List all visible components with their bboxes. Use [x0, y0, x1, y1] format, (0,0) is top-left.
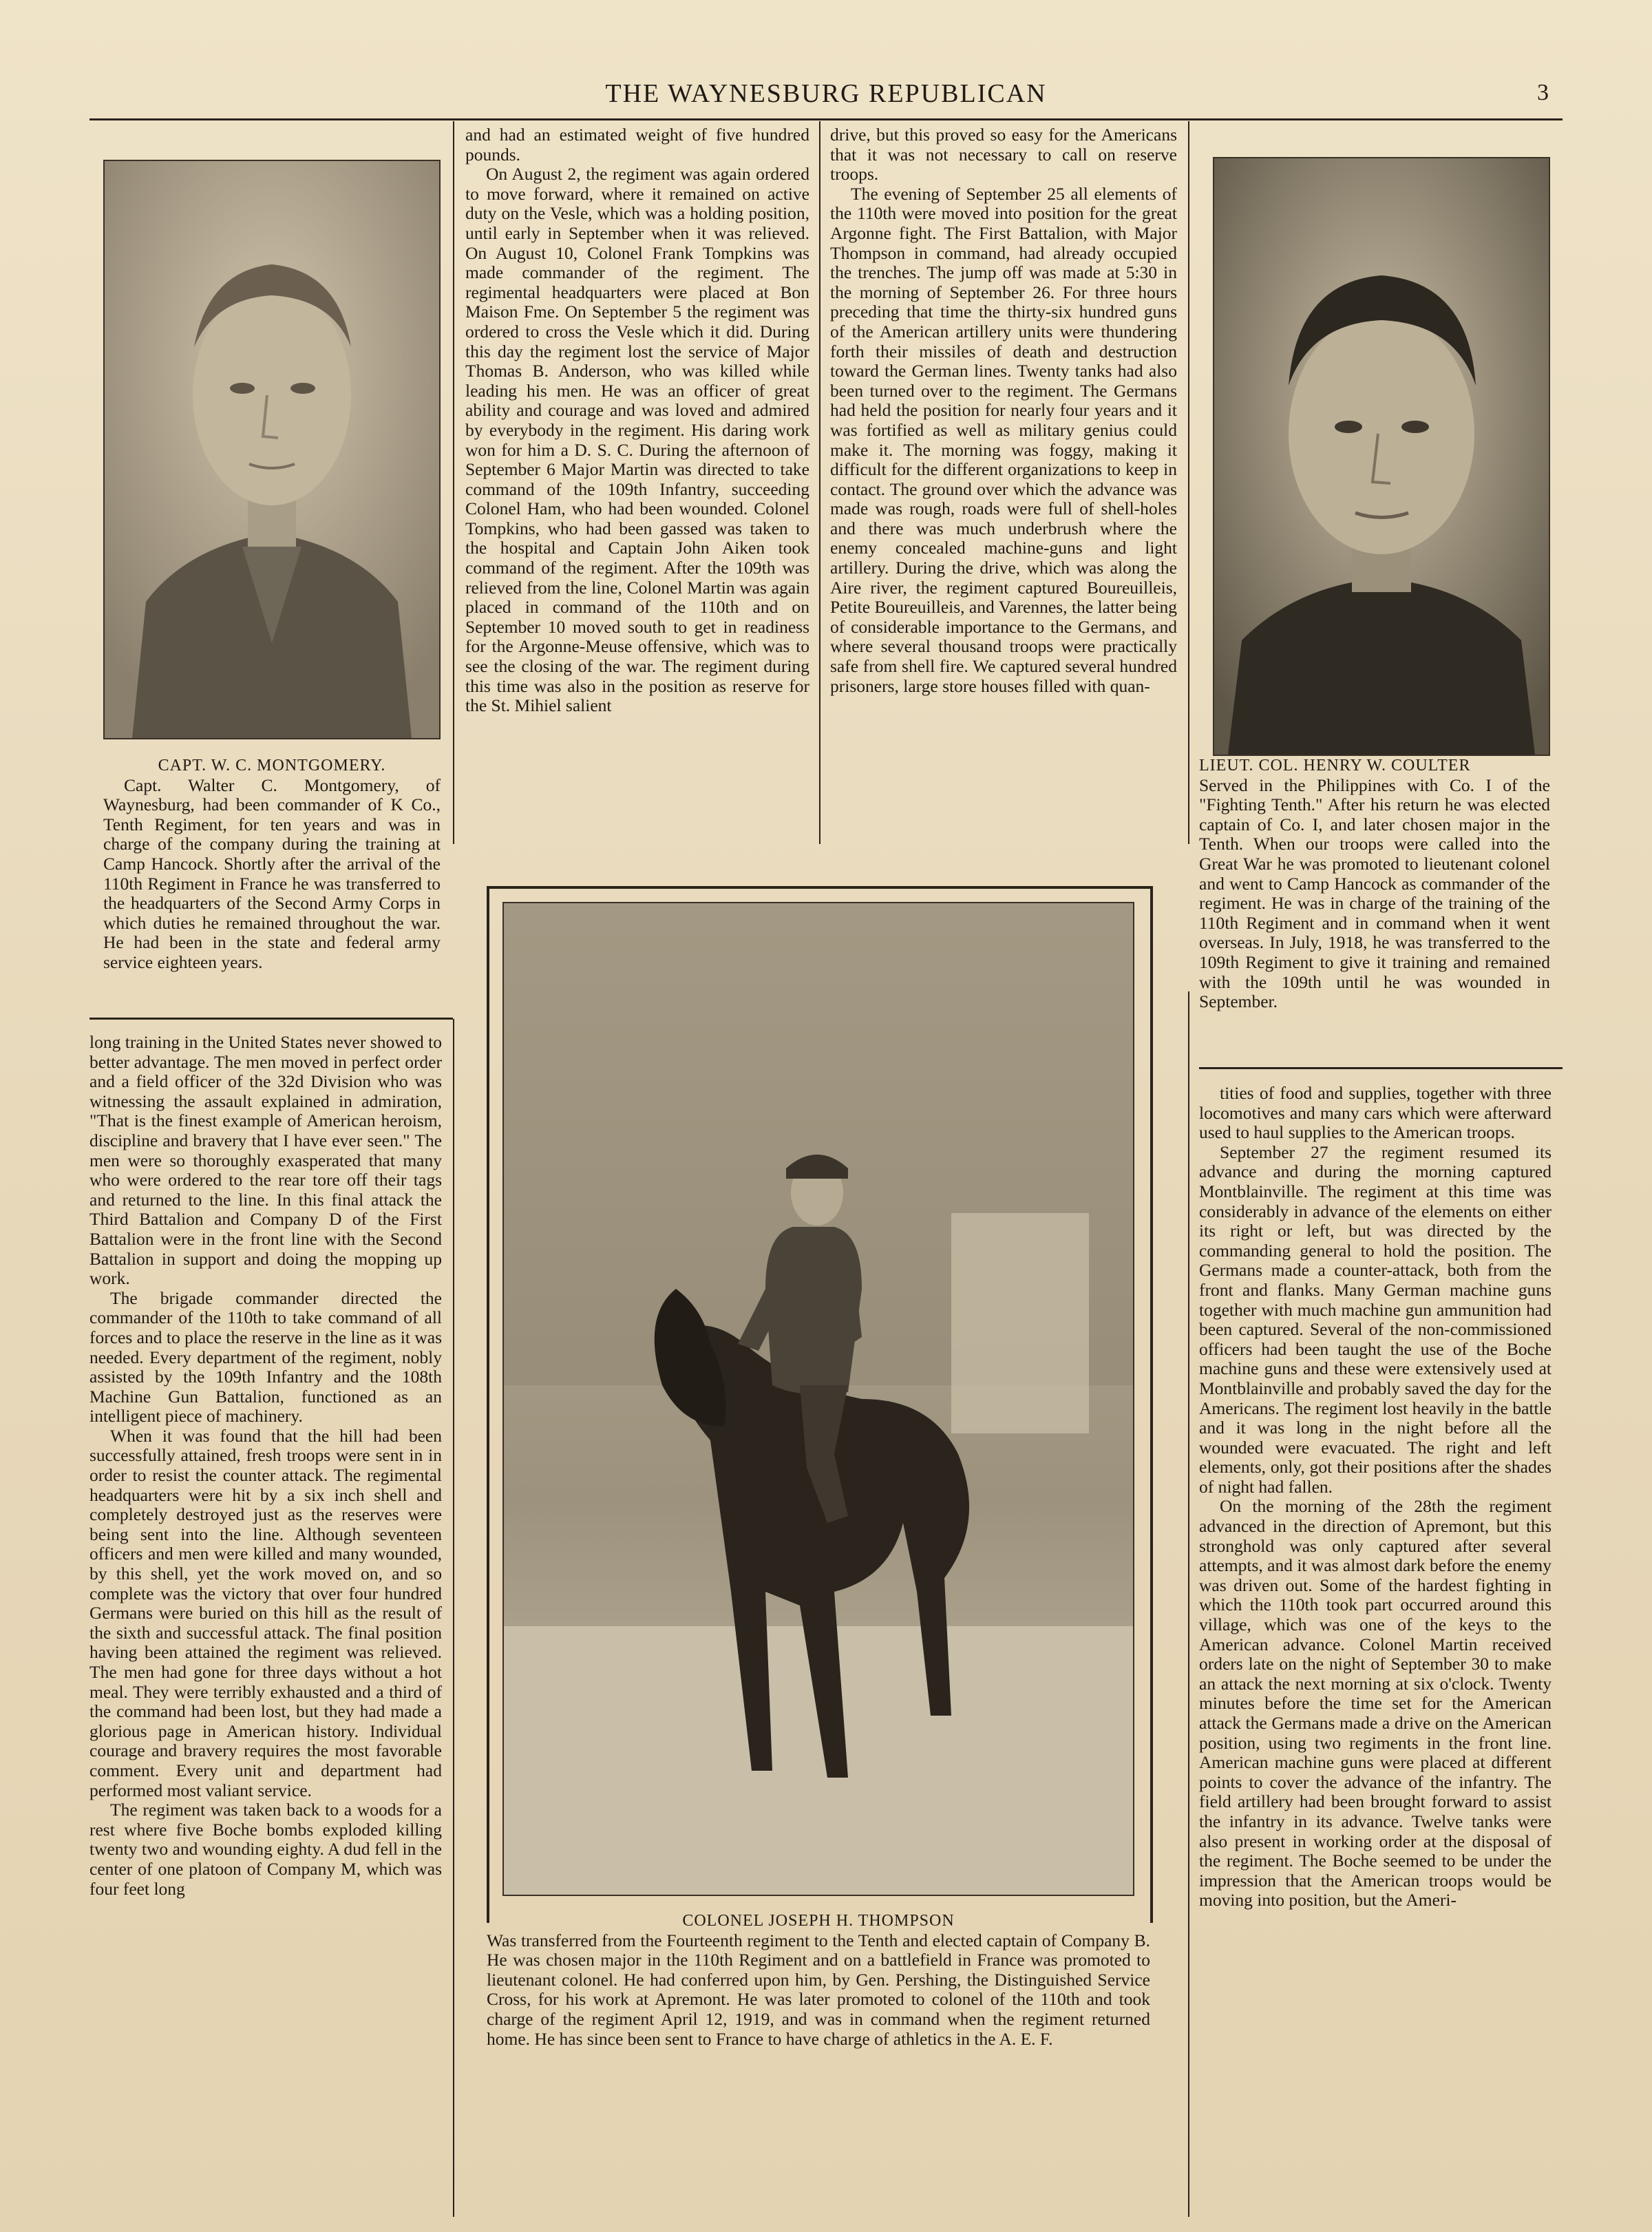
column-rule: [1188, 991, 1189, 2217]
caption-thompson: [487, 1911, 1150, 2214]
section-rule: [1199, 1067, 1563, 1069]
paragraph: long training in the United States never showed to better advantage. The men moved in perfect order and a field officer of the 32d Division who was witnessing the assault explained in admiration, "That is the finest example of American heroism, discipline and bravery that I have ever seen." The men were so thoroughly exasperated that many who were ordered to the rear tore off their tags and returned to the line. In this final attack the Third Battalion and Company D of the First Battalion were in the front line with the Second Battalion in support and doing the mopping up work.: [89, 1033, 442, 1289]
column-rule: [1188, 121, 1189, 844]
column-rule: [819, 121, 820, 844]
column-rule: [453, 1019, 454, 2217]
portrait-photo-coulter: [1213, 157, 1550, 756]
paragraph: tities of food and supplies, together with three locomotives and many cars which were afterward used to haul supplies to the American troops.: [1199, 1084, 1552, 1143]
caption-title: CAPT. W. C. MONTGOMERY.: [158, 757, 386, 775]
paragraph: On August 2, the regiment was again ordered to move forward, where it remained on active duty on the Vesle, which was a holding position, until early in September when it was relieved. On August 10, Colonel Frank Tompkins was made commander of the regiment. The regimental headquarters were placed at Bon Maison Fme. On September 5 the regiment was ordered to cross the Vesle which it did. During this day the regiment lost the service of Major Thomas B. Anderson, who was killed while leading his men. He was an officer of great ability and courage and was loved and admired by everybody in the regiment. His daring work won for him a D. S. C. During the afternoon of September 6 Major Martin was directed to take command of the 109th Infantry, succeeding Colonel Ham, who had been wounded. Colonel Tompkins, who had been gassed was taken to the hospital and Captain John Aiken took command of the regiment. After the 109th was relieved from the line, Colonel Martin was again placed in command of the 110th and on September 10 moved south to get in readiness for the Argonne-Meuse offensive, which was to see the closing of the war. The regiment during this time was also in the position as reserve for the St. Mihiel salient: [465, 164, 809, 716]
article-column-1-bottom: [89, 1033, 442, 2217]
portrait-photo-montgomery: [103, 160, 441, 739]
photo-colonel-on-horse: [502, 902, 1134, 1896]
caption-title: LIEUT. COL. HENRY W. COULTER: [1199, 757, 1471, 775]
masthead-rule: [89, 118, 1563, 120]
article-column-2-top: [465, 125, 809, 848]
article-column-4-bottom: [1199, 1084, 1552, 2217]
caption-montgomery: [103, 756, 441, 1004]
masthead: [89, 76, 1563, 117]
paragraph: On the morning of the 28th the regiment advanced in the direction of Apremont, but this stronghold was only captured after several attempts, and it was almost dark before the enemy was driven out. Some of the hardest fighting in which the 110th took part occurred around this village, which was one of the keys to the American advance. Colonel Martin received orders late on the night of September 30 to make an attack the next morning at six o'clock. Twenty minutes before the time set for the American attack the Germans made a drive on the American position, using two regiments in the front line. American machine guns were placed at different points to cover the advance of the infantry. The field artillery had been brought forward to assist the infantry in its advance. Twelve tanks were also present in working order at the disposal of the regiment. The Boche seemed to be under the impression that the American troops would be moving into position, but the Ameri-: [1199, 1496, 1552, 1910]
newspaper-title: THE WAYNESBURG REPUBLICAN: [605, 79, 1047, 108]
caption-title: COLONEL JOSEPH H. THOMPSON: [682, 1912, 955, 1930]
page-number: 3: [1537, 80, 1549, 105]
paragraph: The evening of September 25 all elements of the 110th were moved into position for the great Argonne fight. The First Battalion, with Major Thompson in command, had already occupied the trenches. The jump off was made at 5:30 in the morning of September 26. For three hours preceding that time the thirty-six hundred guns of the American artillery units were thundering forth their missiles of death and destruction toward the German lines. Twenty tanks had also been turned over to the regiment. The Germans had held the position for nearly four years and it was fortified as well as military genius could make it. The morning was foggy, making it difficult for the different organizations to keep in contact. The ground over which the advance was made was rough, roads were full of shell-holes and there was much underbrush where the enemy concealed machine-guns and light artillery. During the drive, which was along the Aire river, the regiment captured Boureuilleis, Petite Boureuilleis, and Varennes, the latter being of considerable importance to the Germans, and where several thousand troops were practically safe from shell fire. We captured several hundred prisoners, large store houses filled with quan-: [830, 183, 1177, 696]
caption-text: Capt. Walter C. Montgomery, of Waynesburg, had been commander of K Co., Tenth Regiment, for ten years and was in charge of the company during the training at Camp Hancock. Shortly after the arrival of the 110th Regiment in France he was transferred to the headquarters of the Second Army Corps in which duties he remained throughout the war. He had been in the state and federal army service eighteen years.: [103, 775, 441, 972]
caption-coulter: [1199, 756, 1550, 1059]
paragraph: The regiment was taken back to a woods for a rest where five Boche bombs exploded killing twenty two and wounding eighty. A dud fell in the center of one platoon of Company M, which was four feet long: [89, 1800, 442, 1899]
paragraph: The brigade commander directed the commander of the 110th to take command of all forces and to place the reserve in the line as it was needed. Every department of the regiment, nobly assisted by the 109th Infantry and the 108th Machine Gun Battalion, functioned as an intelligent piece of machinery.: [89, 1287, 442, 1426]
paragraph: September 27 the regiment resumed its advance and during the morning captured Montblainville. The regiment at this time was considerably in advance of the elements on either its right or left, but was directed by the commanding general to hold the position. The Germans made a counter-attack, both from the front and flanks. Many German machine guns together with much machine gun ammunition had been captured. Several of the non-commissioned officers had been taught the use of the Boche machine guns and these were extensively used at Montblainville and probably saved the day for the Americans. The regiment lost heavily in the battle and it was long in the night before all the wounded were evacuated. The right and left elements, only, got their positions after the shades of night had fallen.: [1199, 1141, 1552, 1497]
caption-text: Served in the Philippines with Co. I of the "Fighting Tenth." After his return he was elected captain of Co. I, and later chosen major in the Tenth. When our troops were called into the Great War he was promoted to lieutenant colonel and went to Camp Hancock as commander of the regiment. He was in charge of the training of the 110th Regiment and in command when it went overseas. In July, 1918, he was transferred to the 109th Regiment to give it training and remained with the 109th until he was wounded in September.: [1199, 775, 1550, 1012]
section-rule: [89, 1018, 453, 1020]
paragraph: and had an estimated weight of five hundred pounds.: [465, 125, 809, 165]
paragraph: drive, but this proved so easy for the Americans that it was not necessary to call on reserve troops.: [830, 125, 1177, 185]
article-column-3-top: [830, 125, 1177, 848]
caption-text: Was transferred from the Fourteenth regiment to the Tenth and elected captain of Company B. He was chosen major in the 110th Regiment and on a battlefield in France was promoted to lieutenant colonel. He had conferred upon him, by Gen. Pershing, the Distinguished Service Cross, for his work at Apremont. He was later promoted to colonel of the 110th and took charge of the regiment April 12, 1919, and was in command when the regiment returned home. He has since been sent to France to have charge of athletics in the A. E. F.: [487, 1930, 1150, 2049]
paragraph: When it was found that the hill had been successfully attained, fresh troops were sent in in order to resist the counter attack. The regimental headquarters were hit by a six inch shell and completely destroyed just as the reserves were being sent into the line. Although seventeen officers and men were killed and many wounded, by this shell, yet the work moved on, and so complete was the victory that over four hundred Germans were buried on this hill as the result of the sixth and successful attack. The final position having been attained the regiment was relieved. The men had gone for three days without a hot meal. They were terribly exhausted and a third of the command had been lost, but they had made a glorious page in American history. Individual courage and bravery requires the most favorable comment. Every unit and department had performed most valiant service.: [89, 1425, 442, 1800]
column-rule: [453, 121, 454, 844]
